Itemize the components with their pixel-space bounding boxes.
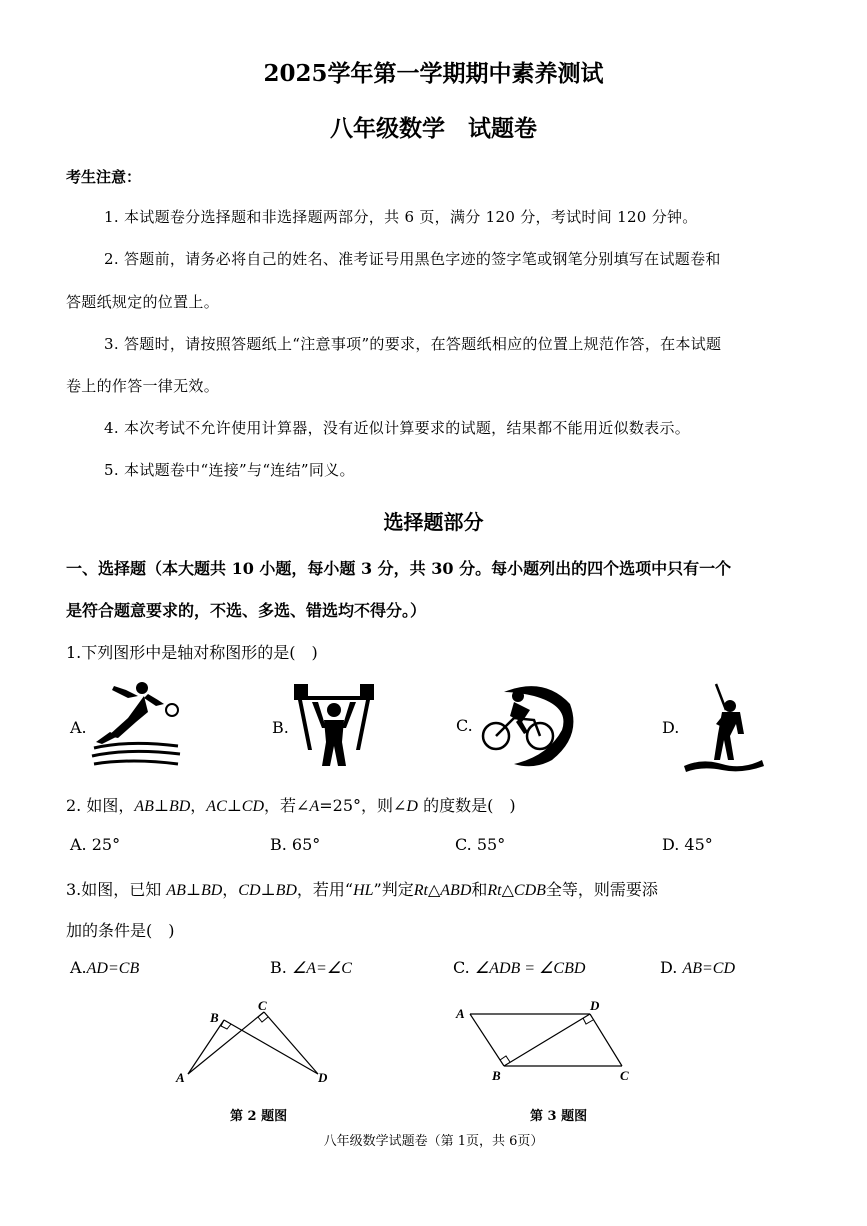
fig3-label-a: A (456, 1006, 465, 1021)
section-intro-line1: 一、选择题（本大题共 10 小题，每小题 3 分，共 30 分。每小题列出的四个选项中只有一个 (66, 559, 732, 578)
q1-stem: 1.下列图形中是轴对称图形的是( ) (66, 643, 318, 662)
q3-option-d: D. AB=CD (660, 958, 736, 977)
fig2-label-d: D (318, 1070, 328, 1085)
fig3-label-d: D (590, 998, 600, 1013)
q2-option-c: C. 55° (455, 835, 506, 854)
fig3-label-b: B (492, 1068, 501, 1083)
notice-item-3-cont: 卷上的作答一律无效。 (66, 377, 220, 395)
volleyball-player-icon (88, 678, 184, 770)
q3-option-b: B. ∠A=∠C (270, 958, 352, 977)
golfer-icon (682, 680, 766, 772)
page-footer: 八年级数学试题卷（第 1页，共 6页） (323, 1134, 544, 1149)
section-title: 选择题部分 (383, 510, 484, 534)
notice-item-1: 1. 本试题卷分选择题和非选择题两部分，共 6 页，满分 120 分，考试时间 120 分钟。 (104, 208, 698, 226)
q3-option-a: A.AD=CB (70, 958, 140, 977)
notice-item-2-cont: 答题纸规定的位置上。 (66, 293, 220, 311)
q2-option-b: B. 65° (270, 835, 321, 854)
figure-3-caption: 第 3 题图 (530, 1109, 588, 1124)
q2-stem: 2. 如图，AB⊥BD，AC⊥CD，若∠A=25°，则∠D 的度数是( ) (66, 796, 516, 815)
figure-2 (170, 996, 340, 1092)
figure-3 (450, 996, 640, 1092)
page-subtitle: 八年级数学 试题卷 (330, 115, 537, 142)
q1-option-b-label: B. (272, 718, 289, 737)
notice-item-5: 5. 本试题卷中“连接”与“连结”同义。 (104, 461, 355, 479)
q3-stem-line1: 3.如图，已知 AB⊥BD，CD⊥BD，若用“HL”判定Rt△ABD和Rt△CDB全等，则需要添 (66, 880, 658, 899)
figure-2-caption: 第 2 题图 (230, 1109, 288, 1124)
cyclist-icon (474, 680, 578, 770)
page-title: 2025学年第一学期期中素养测试 (263, 60, 604, 87)
fig2-label-a: A (176, 1070, 185, 1085)
q1-option-d-label: D. (662, 718, 680, 737)
notice-heading: 考生注意： (66, 168, 142, 186)
q1-option-a-label: A. (70, 718, 87, 737)
q3-stem-line2: 加的条件是( ) (66, 921, 175, 940)
fig3-label-c: C (620, 1068, 629, 1083)
q2-option-a: A. 25° (70, 835, 121, 854)
q1-option-c-label: C. (456, 716, 473, 735)
notice-item-2: 2. 答题前，请务必将自己的姓名、准考证号用黑色字迹的签字笔或钢笔分别填写在试题卷和 (104, 250, 721, 268)
q3-option-c: C. ∠ADB = ∠CBD (453, 958, 586, 977)
q2-option-d: D. 45° (662, 835, 713, 854)
notice-item-4: 4. 本次考试不允许使用计算器，没有近似计算要求的试题，结果都不能用近似数表示。 (104, 419, 691, 437)
fig2-label-b: B (210, 1010, 219, 1025)
weightlifter-icon (292, 680, 376, 770)
fig2-label-c: C (258, 998, 267, 1013)
section-intro-line2: 是符合题意要求的，不选、多选、错选均不得分。） (66, 601, 427, 620)
notice-item-3: 3. 答题时，请按照答题纸上“注意事项”的要求，在答题纸相应的位置上规范作答，在本试题 (104, 335, 722, 353)
